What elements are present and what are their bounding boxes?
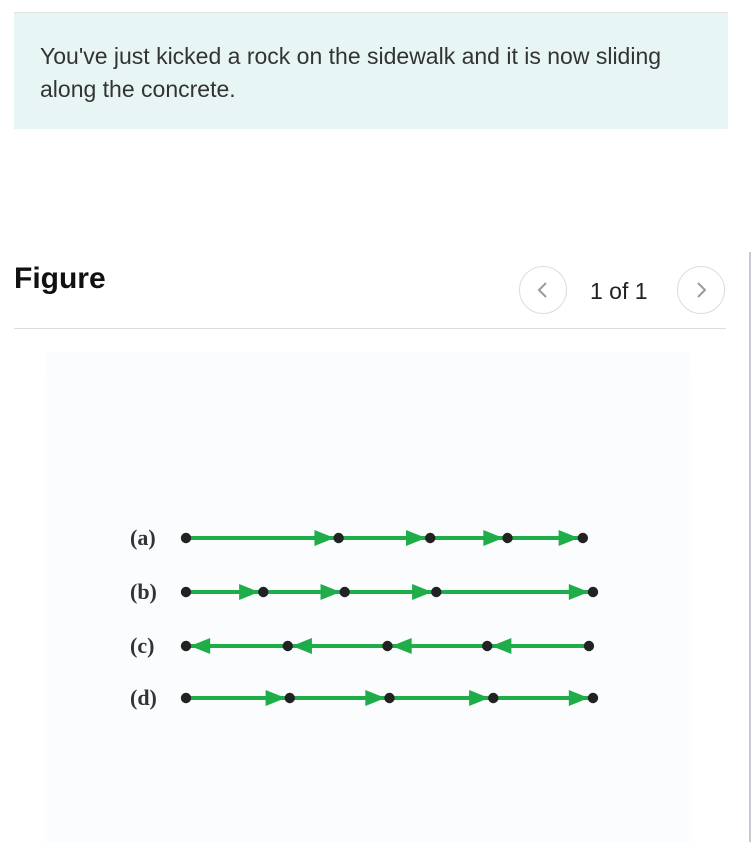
chevron-left-icon xyxy=(534,279,552,301)
position-dot-2-2 xyxy=(382,641,392,651)
motion-diagram xyxy=(46,352,690,842)
row-label-1: (b) xyxy=(130,579,157,604)
position-dot-0-4 xyxy=(578,533,588,543)
previous-figure-button[interactable] xyxy=(519,266,567,314)
position-dot-3-0 xyxy=(181,693,191,703)
problem-statement-box xyxy=(14,13,728,129)
position-dot-0-3 xyxy=(502,533,512,543)
figure-title: Figure xyxy=(14,262,106,295)
position-dot-0-1 xyxy=(333,533,343,543)
arrow-head-3-3 xyxy=(569,690,589,706)
position-dot-3-2 xyxy=(384,693,394,703)
position-dot-3-4 xyxy=(588,693,598,703)
arrow-head-3-2 xyxy=(469,690,489,706)
position-dot-2-4 xyxy=(584,641,594,651)
arrow-head-2-3 xyxy=(491,638,511,654)
arrow-head-2-0 xyxy=(190,638,210,654)
figure-divider xyxy=(14,328,726,329)
position-dot-2-1 xyxy=(283,641,293,651)
arrow-head-3-0 xyxy=(266,690,286,706)
position-dot-3-3 xyxy=(488,693,498,703)
position-dot-2-3 xyxy=(482,641,492,651)
arrow-head-2-2 xyxy=(392,638,412,654)
position-dot-3-1 xyxy=(285,693,295,703)
arrow-head-0-1 xyxy=(406,530,426,546)
position-dot-1-0 xyxy=(181,587,191,597)
position-dot-2-0 xyxy=(181,641,191,651)
position-dot-0-0 xyxy=(181,533,191,543)
figure-image xyxy=(46,352,690,842)
arrow-head-1-2 xyxy=(412,584,432,600)
arrow-head-0-3 xyxy=(559,530,579,546)
problem-statement-text: You've just kicked a rock on the sidewalk and it is now sliding along the concrete. xyxy=(40,43,662,102)
row-label-3: (d) xyxy=(130,685,157,710)
row-label-0: (a) xyxy=(130,525,156,550)
row-label-2: (c) xyxy=(130,633,155,658)
position-dot-1-2 xyxy=(340,587,350,597)
chevron-right-icon xyxy=(692,279,710,301)
arrow-head-0-2 xyxy=(483,530,503,546)
arrow-head-3-1 xyxy=(365,690,385,706)
figure-pager: 1 of 1 xyxy=(590,278,648,304)
position-dot-1-4 xyxy=(588,587,598,597)
arrow-head-1-1 xyxy=(321,584,341,600)
arrow-head-0-0 xyxy=(314,530,334,546)
position-dot-1-3 xyxy=(431,587,441,597)
position-dot-1-1 xyxy=(258,587,268,597)
scroll-divider xyxy=(749,252,751,842)
position-dot-0-2 xyxy=(425,533,435,543)
arrow-head-2-1 xyxy=(292,638,312,654)
next-figure-button[interactable] xyxy=(677,266,725,314)
arrow-head-1-3 xyxy=(569,584,589,600)
arrow-head-1-0 xyxy=(239,584,259,600)
